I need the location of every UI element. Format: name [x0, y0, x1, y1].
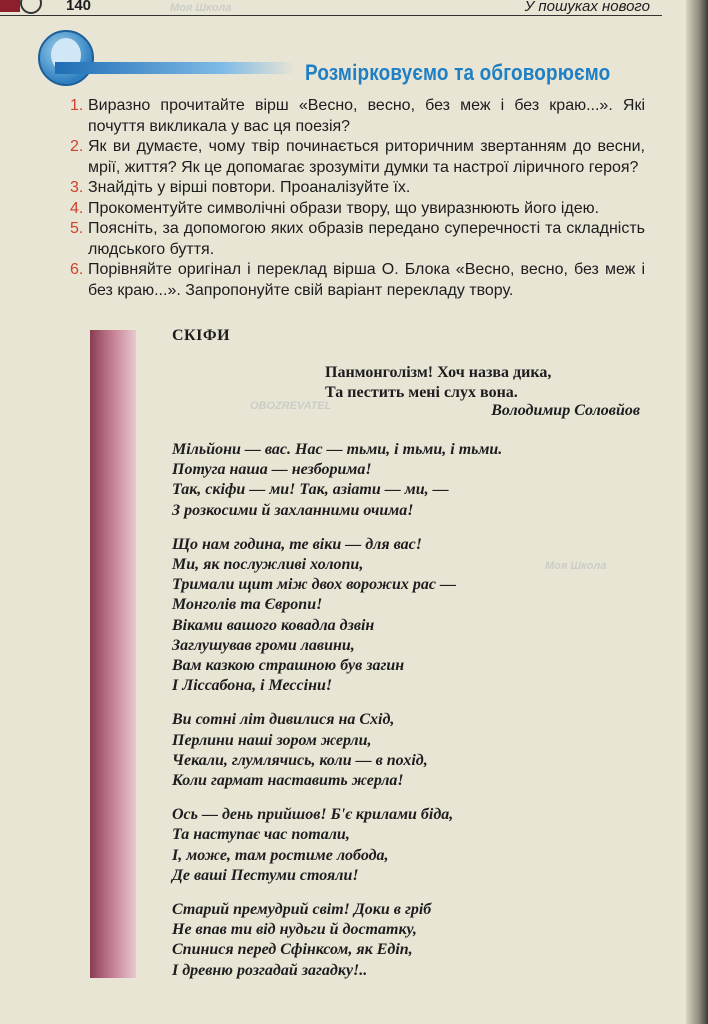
epigraph-line: Та пестить мені слух вона.: [325, 384, 518, 401]
page-number: 140: [66, 0, 92, 14]
poem-line: Вам казкою страшною був загин: [172, 657, 405, 675]
watermark: Моя Школа: [545, 560, 607, 572]
poem-line: Чекали, глумлячись, коли — в похід,: [172, 751, 428, 769]
poem-line: Мільйони — вас. Нас — тьми, і тьми, і тьми.: [172, 441, 503, 458]
question-text: Знайдіть у вірші повтори. Проаналізуйте їх.: [88, 179, 411, 196]
poem-line: І, може, там ростиме лобода,: [172, 846, 389, 864]
question-number: 6.: [70, 261, 84, 278]
poem-line: Що нам година, те віки — для вас!: [172, 535, 422, 553]
question-number: 4.: [70, 199, 84, 217]
poem-stanza: [172, 535, 502, 697]
poem-line: Потуга наша — незборима!: [172, 461, 372, 479]
question-item: [70, 199, 645, 220]
poem-line: Ось — день прийшов! Б'є крилами біда,: [172, 806, 454, 824]
poem-line: І Ліссабона, і Мессіни!: [172, 677, 333, 695]
watermark: Моя Школа: [170, 2, 232, 14]
poem-line: Де ваші Пестуми стояли!: [172, 866, 359, 884]
epigraph-author: Володимир Соловйов: [491, 402, 640, 419]
poem-line: Монголів та Європи!: [172, 596, 323, 614]
poem-line: Віками вашого ковадла дзвін: [172, 616, 375, 634]
question-text: Як ви думаєте, чому твір починається риторичним звертанням до весни, мрії, життя? Як це допомагає зрозуміти думки та настрої ліричного героя?: [88, 138, 645, 176]
question-item: [70, 137, 645, 178]
poem-line: Не впав ти від нудьги й достатку,: [172, 921, 417, 939]
watermark: OBOZREVATEL: [250, 400, 332, 412]
poem-line: Заглушував громи лавини,: [172, 636, 355, 654]
poem-line: З розкосими й захланними очима!: [172, 501, 414, 519]
poem-side-stripe: [90, 330, 136, 978]
poem-line: Ми, як послужливі холопи,: [172, 556, 364, 574]
heading-band: [55, 62, 295, 74]
header-color-tab: [0, 0, 20, 12]
question-item: [70, 260, 645, 301]
poem-line: І древню розгадай загадку!..: [172, 961, 368, 979]
questions-list: [70, 96, 645, 301]
question-item: [70, 219, 645, 260]
question-text: Порівняйте оригінал і переклад вірша О. Блока «Весно, весно, без меж і без краю...». Запропонуйте свій варіант перекладу твору.: [88, 261, 645, 299]
question-number: 3.: [70, 179, 84, 196]
poem-line: Так, скіфи — ми! Так, азіати — ми, —: [172, 481, 449, 499]
header-circle-decoration: [20, 0, 42, 14]
poem-stanza: [172, 805, 502, 886]
poem-stanza: [172, 440, 502, 521]
poem-line: Перлини наші зором жерли,: [172, 731, 372, 749]
poem-stanza: [172, 900, 502, 981]
poem-line: Ви сотні літ дивилися на Схід,: [172, 711, 395, 729]
section-logo-icon: [38, 30, 94, 86]
poem-line: Тримали щит між двох ворожих рас —: [172, 576, 456, 594]
question-number: 5.: [70, 220, 84, 237]
page-header: [0, 0, 690, 16]
epigraph: [325, 363, 551, 403]
question-item: [70, 178, 645, 199]
question-number: 2.: [70, 138, 84, 155]
poem-line: Коли гармат наставить жерла!: [172, 772, 404, 790]
poem-line: Старий премудрий світ! Доки в гріб: [172, 901, 432, 919]
question-item: [70, 96, 645, 137]
poem-title: СКІФИ: [172, 327, 231, 344]
section-heading: Розмірковуємо та обговорюємо: [305, 60, 611, 85]
question-text: Виразно прочитайте вірш «Весно, весно, без меж і без краю...». Які почуття викликала у вас ця поезія?: [88, 97, 645, 135]
epigraph-line: Панмонголізм! Хоч назва дика,: [325, 364, 552, 381]
question-number: 1.: [70, 97, 84, 114]
book-spine-shadow: [686, 0, 708, 1024]
poem-line: Спинися перед Сфінксом, як Едіп,: [172, 941, 413, 959]
poem-stanza: [172, 710, 502, 791]
running-title: У пошуках нового: [524, 0, 650, 15]
poem-line: Та наступає час потали,: [172, 826, 350, 844]
header-rule: [0, 15, 662, 16]
question-text: Поясніть, за допомогою яких образів передано суперечності та складність людського буття.: [88, 220, 645, 258]
poem-body: [172, 440, 502, 995]
question-text: Прокоментуйте символічні образи твору, що увиразнюють його ідею.: [88, 199, 600, 217]
